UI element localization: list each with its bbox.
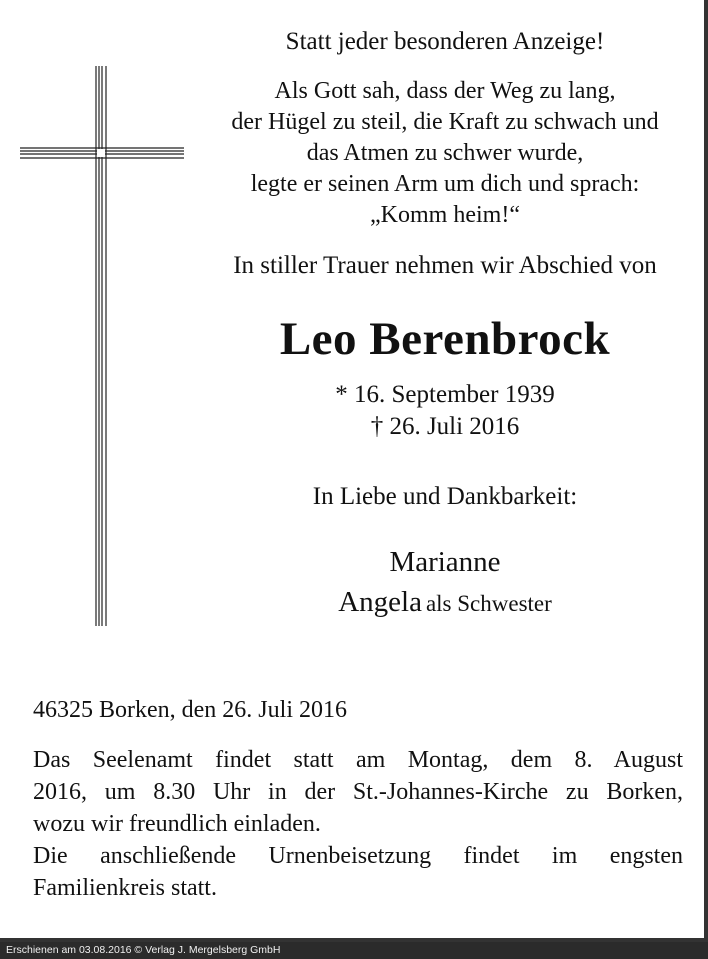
poem (195, 76, 695, 231)
mourner-name: Marianne (389, 546, 501, 578)
service-line: 2016, um 8.30 Uhr in der St.-Johannes-Kirche zu Borken, (33, 779, 683, 805)
service-line: Das Seelenamt findet statt am Montag, dem 8. August (33, 747, 683, 773)
deceased-name: Leo Berenbrock (279, 313, 611, 365)
cross-icon (20, 66, 184, 626)
farewell-intro: In stiller Trauer nehmen wir Abschied von (233, 252, 657, 279)
publication-footer: Erschienen am 03.08.2016 © Verlag J. Mergelsberg GmbH (0, 942, 708, 959)
mourner-name: Angela (338, 586, 422, 618)
poem-line: das Atmen zu schwer wurde, (306, 140, 584, 166)
gratitude-line: In Liebe und Dankbarkeit: (312, 483, 578, 510)
death-date: † 26. Juli 2016 (370, 413, 520, 440)
poem-line: der Hügel zu steil, die Kraft zu schwach und (231, 109, 659, 135)
birth-date: * 16. September 1939 (335, 381, 555, 408)
service-line: Die anschließende Urnenbeisetzung findet im engsten (33, 843, 683, 869)
poem-line: legte er seinen Arm um dich und sprach: (250, 171, 640, 197)
poem-line: Als Gott sah, dass der Weg zu lang, (274, 78, 616, 104)
place-date: 46325 Borken, den 26. Juli 2016 (33, 697, 347, 723)
service-details (33, 744, 683, 904)
poem-line: „Komm heim!“ (370, 202, 520, 228)
notice-heading: Statt jeder besonderen Anzeige! (285, 28, 605, 55)
service-line: wozu wir freundlich einladen. (33, 811, 321, 837)
mourner-entry (195, 586, 695, 619)
service-line: Familienkreis statt. (33, 875, 217, 901)
mourner-relation: als Schwester (425, 591, 552, 616)
